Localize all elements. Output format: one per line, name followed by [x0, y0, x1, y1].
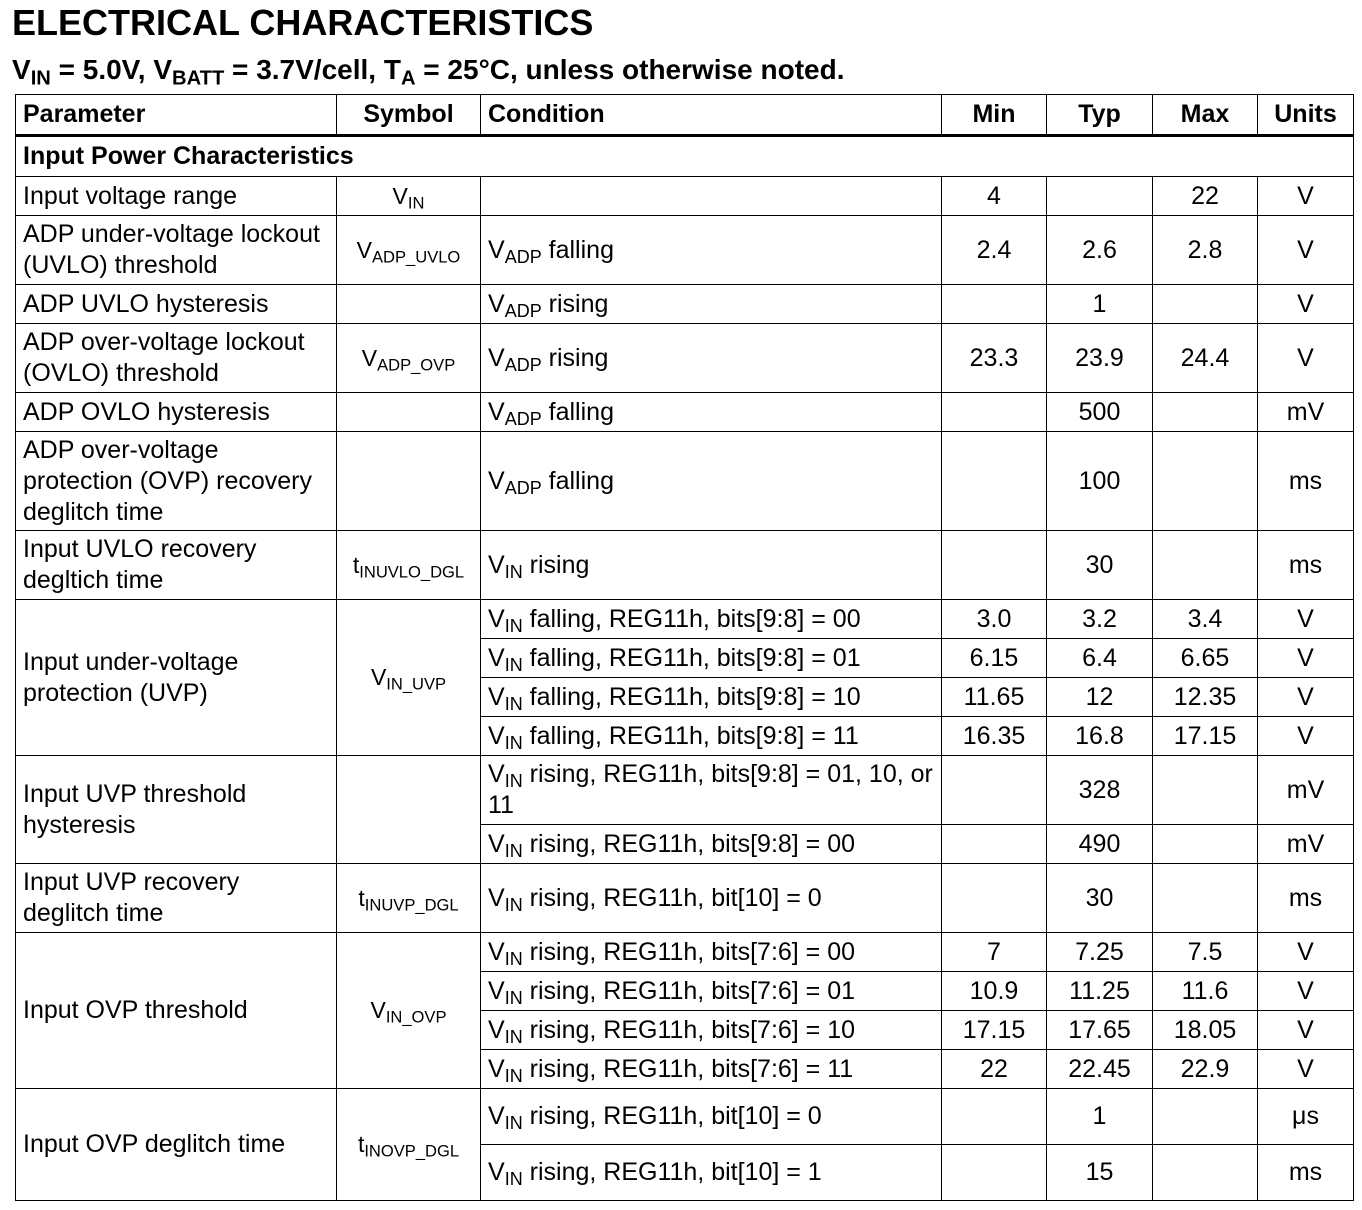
- typ-cell: 1: [1047, 285, 1153, 324]
- symbol-cell: $t_{INUVLO\_DGL}$: [337, 531, 481, 600]
- vin-value: = 5.0V,: [50, 54, 154, 85]
- min-cell: 22: [942, 1050, 1047, 1089]
- table-row: [16, 933, 1354, 972]
- vbatt-value: = 3.7V/cell,: [224, 54, 384, 85]
- table-row: [16, 756, 1354, 825]
- max-cell: [1153, 864, 1258, 933]
- condition-cell: $V_{IN}$ rising, REG11h, bits[7:6] = 11: [481, 1050, 942, 1089]
- condition-cell: $V_{IN}$ falling, REG11h, bits[9:8] = 11: [481, 717, 942, 756]
- min-cell: 3.0: [942, 600, 1047, 639]
- parameter-cell: Input UVP recovery deglitch time: [16, 864, 337, 933]
- units-cell: V: [1258, 639, 1354, 678]
- condition-cell: $V_{IN}$ rising: [481, 531, 942, 600]
- min-cell: 16.35: [942, 717, 1047, 756]
- units-cell: V: [1258, 1011, 1354, 1050]
- table-row: [16, 1089, 1354, 1145]
- typ-cell: 100: [1047, 432, 1153, 531]
- max-cell: 3.4: [1153, 600, 1258, 639]
- min-cell: 10.9: [942, 972, 1047, 1011]
- units-cell: mV: [1258, 756, 1354, 825]
- max-cell: [1153, 285, 1258, 324]
- units-cell: ms: [1258, 432, 1354, 531]
- condition-cell: $V_{IN}$ rising, REG11h, bit[10] = 0: [481, 1089, 942, 1145]
- units-cell: mV: [1258, 825, 1354, 864]
- min-cell: 11.65: [942, 678, 1047, 717]
- parameter-cell: Input under-voltage protection (UVP): [16, 600, 337, 756]
- typ-cell: 15: [1047, 1145, 1153, 1201]
- min-cell: 2.4: [942, 216, 1047, 285]
- vin-label: $V_{IN}$: [12, 54, 51, 90]
- symbol-cell: $V_{IN\_UVP}$: [337, 600, 481, 756]
- parameter-cell: ADP over-voltage lockout (OVLO) threshold: [16, 324, 337, 393]
- min-cell: 6.15: [942, 639, 1047, 678]
- table-row: [16, 393, 1354, 432]
- condition-cell: $V_{ADP}$ rising: [481, 285, 942, 324]
- max-cell: 22: [1153, 177, 1258, 216]
- condition-cell: $V_{IN}$ falling, REG11h, bits[9:8] = 01: [481, 639, 942, 678]
- table-row: [16, 600, 1354, 639]
- condition-cell: $V_{IN}$ rising, REG11h, bits[7:6] = 00: [481, 933, 942, 972]
- typ-cell: 11.25: [1047, 972, 1153, 1011]
- max-cell: 11.6: [1153, 972, 1258, 1011]
- ta-label: $T_A$: [383, 54, 416, 90]
- condition-cell: $V_{IN}$ rising, REG11h, bits[9:8] = 01, 10, or 11: [481, 756, 942, 825]
- test-conditions: [12, 52, 845, 88]
- max-cell: [1153, 432, 1258, 531]
- symbol-cell: [337, 393, 481, 432]
- max-cell: 12.35: [1153, 678, 1258, 717]
- parameter-cell: ADP over-voltage protection (OVP) recovery deglitch time: [16, 432, 337, 531]
- symbol-cell: $t_{INUVP\_DGL}$: [337, 864, 481, 933]
- table-row: [16, 285, 1354, 324]
- units-cell: V: [1258, 285, 1354, 324]
- typ-cell: 328: [1047, 756, 1153, 825]
- units-cell: ms: [1258, 1145, 1354, 1201]
- header-min: Min: [942, 95, 1047, 136]
- condition-cell: $V_{IN}$ rising, REG11h, bits[7:6] = 10: [481, 1011, 942, 1050]
- min-cell: [942, 285, 1047, 324]
- max-cell: 6.65: [1153, 639, 1258, 678]
- units-cell: V: [1258, 678, 1354, 717]
- header-typ: Typ: [1047, 95, 1153, 136]
- table-row: [16, 864, 1354, 933]
- max-cell: [1153, 756, 1258, 825]
- typ-cell: 16.8: [1047, 717, 1153, 756]
- typ-cell: 22.45: [1047, 1050, 1153, 1089]
- units-cell: V: [1258, 177, 1354, 216]
- header-max: Max: [1153, 95, 1258, 136]
- min-cell: [942, 1145, 1047, 1201]
- header-condition: Condition: [481, 95, 942, 136]
- units-cell: V: [1258, 600, 1354, 639]
- condition-cell: $V_{IN}$ rising, REG11h, bit[10] = 0: [481, 864, 942, 933]
- table-row: [16, 531, 1354, 600]
- max-cell: 2.8: [1153, 216, 1258, 285]
- condition-cell: $V_{IN}$ rising, REG11h, bits[9:8] = 00: [481, 825, 942, 864]
- parameter-cell: Input OVP deglitch time: [16, 1089, 337, 1201]
- max-cell: [1153, 393, 1258, 432]
- min-cell: [942, 531, 1047, 600]
- parameter-cell: ADP UVLO hysteresis: [16, 285, 337, 324]
- parameter-cell: ADP OVLO hysteresis: [16, 393, 337, 432]
- condition-cell: $V_{ADP}$ rising: [481, 324, 942, 393]
- min-cell: [942, 432, 1047, 531]
- max-cell: 18.05: [1153, 1011, 1258, 1050]
- min-cell: 23.3: [942, 324, 1047, 393]
- condition-cell: $V_{ADP}$ falling: [481, 432, 942, 531]
- electrical-characteristics-table: [15, 94, 1354, 1201]
- typ-cell: 500: [1047, 393, 1153, 432]
- section-title: Input Power Characteristics: [16, 136, 1354, 177]
- max-cell: [1153, 1145, 1258, 1201]
- typ-cell: 12: [1047, 678, 1153, 717]
- typ-cell: 23.9: [1047, 324, 1153, 393]
- units-cell: V: [1258, 933, 1354, 972]
- condition-cell: $V_{IN}$ falling, REG11h, bits[9:8] = 00: [481, 600, 942, 639]
- min-cell: 4: [942, 177, 1047, 216]
- units-cell: V: [1258, 324, 1354, 393]
- units-cell: ms: [1258, 531, 1354, 600]
- min-cell: [942, 756, 1047, 825]
- max-cell: [1153, 825, 1258, 864]
- max-cell: [1153, 531, 1258, 600]
- condition-cell: $V_{ADP}$ falling: [481, 393, 942, 432]
- typ-cell: 1: [1047, 1089, 1153, 1145]
- typ-cell: 17.65: [1047, 1011, 1153, 1050]
- min-cell: 17.15: [942, 1011, 1047, 1050]
- parameter-cell: Input OVP threshold: [16, 933, 337, 1089]
- header-units: Units: [1258, 95, 1354, 136]
- header-parameter: Parameter: [16, 95, 337, 136]
- typ-cell: 490: [1047, 825, 1153, 864]
- ta-value: = 25°C, unless otherwise noted.: [415, 54, 845, 85]
- condition-cell: $V_{IN}$ falling, REG11h, bits[9:8] = 10: [481, 678, 942, 717]
- max-cell: 7.5: [1153, 933, 1258, 972]
- page-title: ELECTRICAL CHARACTERISTICS: [12, 2, 594, 43]
- max-cell: 22.9: [1153, 1050, 1258, 1089]
- units-cell: V: [1258, 972, 1354, 1011]
- symbol-cell: $t_{INOVP\_DGL}$: [337, 1089, 481, 1201]
- table-row: [16, 324, 1354, 393]
- vbatt-label: $V_{BATT}$: [153, 54, 225, 90]
- symbol-cell: $V_{IN}$: [337, 177, 481, 216]
- units-cell: ms: [1258, 864, 1354, 933]
- max-cell: 24.4: [1153, 324, 1258, 393]
- condition-cell: $V_{IN}$ rising, REG11h, bit[10] = 1: [481, 1145, 942, 1201]
- min-cell: 7: [942, 933, 1047, 972]
- units-cell: V: [1258, 717, 1354, 756]
- table-row: [16, 177, 1354, 216]
- parameter-cell: Input UVP threshold hysteresis: [16, 756, 337, 864]
- units-cell: μs: [1258, 1089, 1354, 1145]
- table-row: [16, 216, 1354, 285]
- typ-cell: 2.6: [1047, 216, 1153, 285]
- section-row: [16, 136, 1354, 177]
- typ-cell: 30: [1047, 864, 1153, 933]
- max-cell: 17.15: [1153, 717, 1258, 756]
- units-cell: mV: [1258, 393, 1354, 432]
- units-cell: V: [1258, 216, 1354, 285]
- symbol-cell: [337, 432, 481, 531]
- typ-cell: 7.25: [1047, 933, 1153, 972]
- max-cell: [1153, 1089, 1258, 1145]
- typ-cell: 30: [1047, 531, 1153, 600]
- symbol-cell: [337, 285, 481, 324]
- symbol-cell: $V_{IN\_OVP}$: [337, 933, 481, 1089]
- typ-cell: 6.4: [1047, 639, 1153, 678]
- parameter-cell: Input UVLO recovery degltich time: [16, 531, 337, 600]
- typ-cell: [1047, 177, 1153, 216]
- condition-cell: $V_{IN}$ rising, REG11h, bits[7:6] = 01: [481, 972, 942, 1011]
- symbol-cell: $V_{ADP\_OVP}$: [337, 324, 481, 393]
- header-symbol: Symbol: [337, 95, 481, 136]
- symbol-cell: [337, 756, 481, 864]
- parameter-cell: ADP under-voltage lockout (UVLO) threshold: [16, 216, 337, 285]
- units-cell: V: [1258, 1050, 1354, 1089]
- table-header-row: [16, 95, 1354, 136]
- condition-cell: [481, 177, 942, 216]
- symbol-cell: $V_{ADP\_UVLO}$: [337, 216, 481, 285]
- parameter-cell: Input voltage range: [16, 177, 337, 216]
- typ-cell: 3.2: [1047, 600, 1153, 639]
- condition-cell: $V_{ADP}$ falling: [481, 216, 942, 285]
- min-cell: [942, 825, 1047, 864]
- min-cell: [942, 1089, 1047, 1145]
- table-row: [16, 432, 1354, 531]
- min-cell: [942, 393, 1047, 432]
- min-cell: [942, 864, 1047, 933]
